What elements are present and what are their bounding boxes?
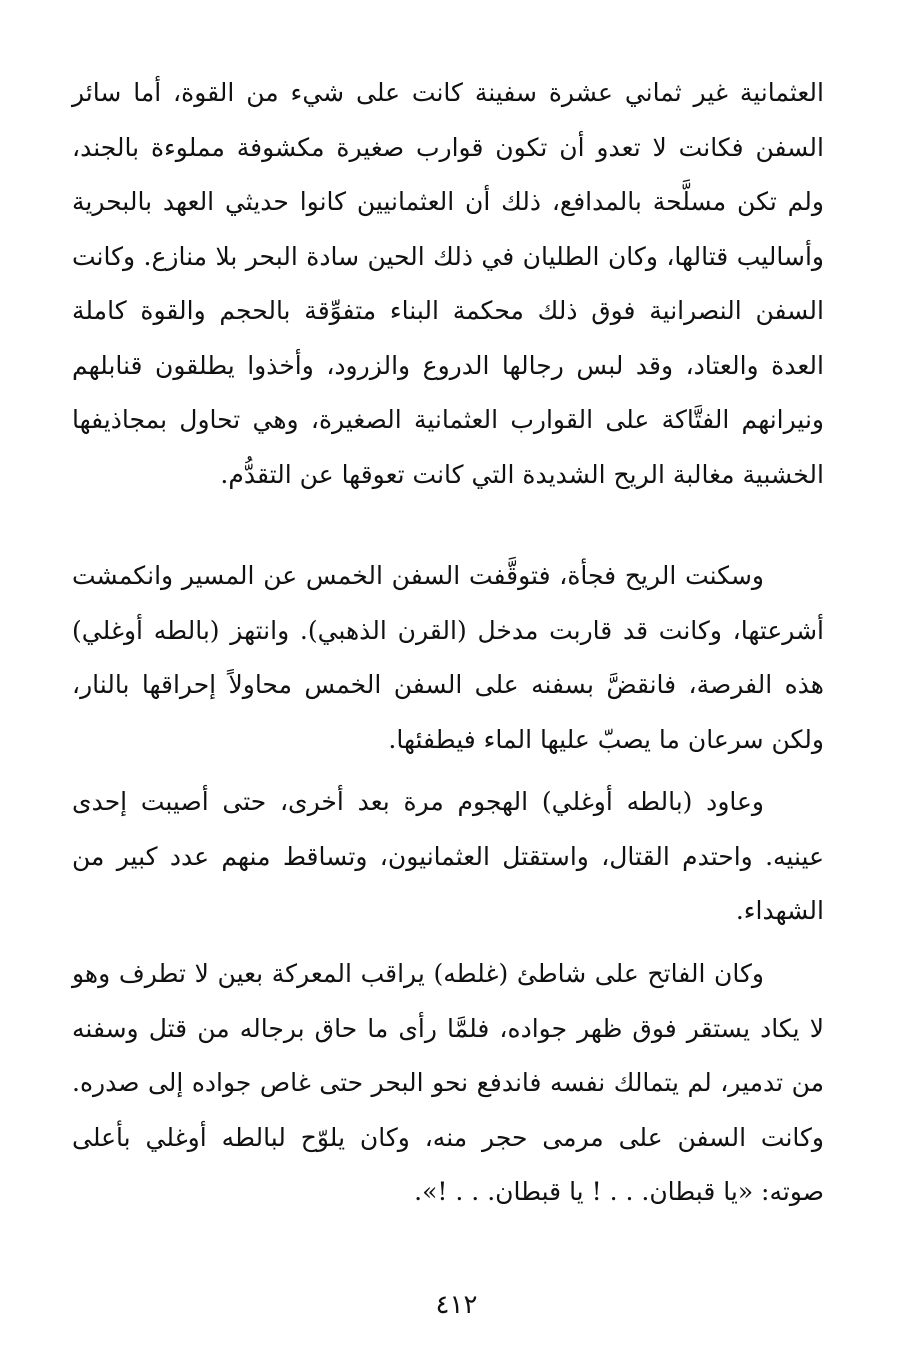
page-number: ٤١٢ bbox=[435, 1290, 478, 1320]
paragraph-4: وكان الفاتح على شاطئ (غلطه) يراقب المعركة بعين لا تطرف وهو لا يكاد يستقر فوق ظهر جواده، فلمَّا رأى ما حاق برجاله من قتل وسفنه من تدمير، لم يتمالك نفسه فاندفع نحو البحر حتى غاص جواده إلى صدره. وكانت السفن على مرمى حجر منه، وكان يلوّح لبالطه أوغلي بأعلى صوته: «يا قبطان. . . ! يا قبطان. . . !». bbox=[72, 959, 824, 1206]
paragraph-1: العثمانية غير ثماني عشرة سفينة كانت على شيء من القوة، أما سائر السفن فكانت لا تعدو أن تكون قوارب صغيرة مكشوفة مملوءة بالجند، ولم تكن مسلَّحة بالمدافع، ذلك أن العثمانيين كانوا حديثي العهد بالبحرية وأساليب قتالها، وكان الطليان في ذلك الحين سادة البحر بلا منازع. وكانت السفن النصرانية فوق ذلك محكمة البناء متفوِّقة بالحجم والقوة كاملة العدة والعتاد، وقد لبس رجالها الدروع والزرود، وأخذوا يطلقون قنابلهم ونيرانهم الفتَّاكة على القوارب العثمانية الصغيرة، وهي تحاول بمجاذيفها الخشبية مغالبة الريح الشديدة التي كانت تعوقها عن التقدُّم. bbox=[72, 78, 824, 489]
paragraph-2: وسكنت الريح فجأة، فتوقَّفت السفن الخمس عن المسير وانكمشت أشرعتها، وكانت قد قاربت مدخل (القرن الذهبي). وانتهز (بالطه أوغلي) هذه الفرصة، فانقضَّ بسفنه على السفن الخمس محاولاً إحراقها بالنار، ولكن سرعان ما يصبّ عليها الماء فيطفئها. bbox=[72, 561, 824, 754]
paragraph-3: وعاود (بالطه أوغلي) الهجوم مرة بعد أخرى، حتى أصيبت إحدى عينيه. واحتدم القتال، واستقتل العثمانيون، وتساقط منهم عدد كبير من الشهداء. bbox=[72, 787, 824, 925]
